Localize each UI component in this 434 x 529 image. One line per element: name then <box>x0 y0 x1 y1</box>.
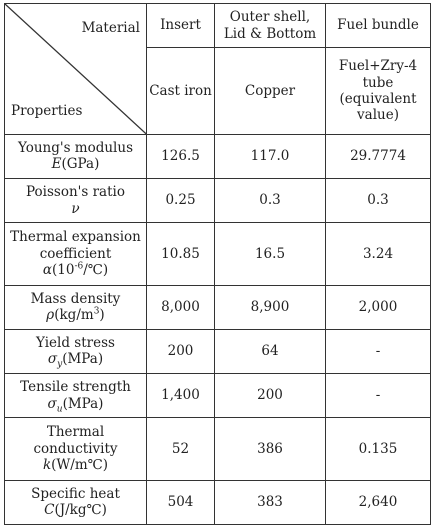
property-unit: (J/kg℃) <box>54 502 107 519</box>
property-symbol: σ <box>47 395 57 412</box>
value-cell: 52 <box>147 418 215 480</box>
property-symbol: α <box>42 262 52 279</box>
value-cell: 0.135 <box>326 418 431 480</box>
property-name: Mass density <box>30 290 121 307</box>
value-cell: 2,000 <box>326 285 431 329</box>
property-unit-prefix: (10 <box>51 262 75 279</box>
value-cell: 29.7774 <box>326 134 431 178</box>
property-cell <box>5 418 147 480</box>
properties-label: Properties <box>11 103 83 120</box>
value-cell: 0.25 <box>147 178 215 222</box>
value-cell: - <box>326 329 431 373</box>
property-cell <box>5 178 147 222</box>
property-cell <box>5 134 147 178</box>
value-cell: 1,400 <box>147 374 215 418</box>
property-name: Specific heat <box>31 485 120 502</box>
property-unit-suffix: /℃) <box>83 262 109 279</box>
property-unit-prefix: (kg/m <box>54 307 94 324</box>
property-name: Thermal conductivity <box>33 424 118 457</box>
value-cell: 383 <box>215 480 326 524</box>
value-cell: 0.3 <box>326 178 431 222</box>
column-header-outer-shell: Outer shell, Lid & Bottom <box>215 4 326 48</box>
material-fuel-bundle: Fuel+Zry-4 tube (equivalent value) <box>326 48 431 134</box>
material-insert: Cast iron <box>147 48 215 134</box>
property-name: Yield stress <box>36 334 115 351</box>
table-row <box>5 329 431 373</box>
header-row-1 <box>5 4 431 48</box>
property-name: Poisson's ratio <box>26 184 125 201</box>
property-symbol: ν <box>71 200 80 217</box>
property-symbol: ρ <box>46 307 55 324</box>
table-row <box>5 480 431 524</box>
property-cell <box>5 329 147 373</box>
value-cell: 386 <box>215 418 326 480</box>
value-cell: 200 <box>147 329 215 373</box>
table-row <box>5 134 431 178</box>
table-row <box>5 374 431 418</box>
property-unit: (MPa) <box>62 351 104 368</box>
table-row <box>5 178 431 222</box>
value-cell: 10.85 <box>147 223 215 285</box>
value-cell: 2,640 <box>326 480 431 524</box>
column-header-insert: Insert <box>147 4 215 48</box>
property-unit: (GPa) <box>61 156 100 173</box>
value-cell: 504 <box>147 480 215 524</box>
value-cell: 64 <box>215 329 326 373</box>
value-cell: 117.0 <box>215 134 326 178</box>
property-subscript: y <box>57 360 63 371</box>
value-cell: 16.5 <box>215 223 326 285</box>
property-unit-exponent: -6 <box>74 261 84 272</box>
table-row <box>5 223 431 285</box>
property-cell <box>5 223 147 285</box>
property-name: Thermal expansion coefficient <box>10 229 141 262</box>
property-unit: (MPa) <box>62 395 104 412</box>
material-outer-shell: Copper <box>215 48 326 134</box>
property-unit-exponent: 3 <box>93 306 100 317</box>
property-symbol: k <box>42 457 52 474</box>
material-properties-table <box>4 3 431 525</box>
table-row <box>5 285 431 329</box>
property-unit-suffix: ) <box>99 307 105 324</box>
value-cell: 8,000 <box>147 285 215 329</box>
property-symbol: σ <box>47 351 58 368</box>
table-row <box>5 418 431 480</box>
property-cell <box>5 480 147 524</box>
property-symbol: C <box>44 502 55 519</box>
value-cell: 200 <box>215 374 326 418</box>
value-cell: - <box>326 374 431 418</box>
value-cell: 8,900 <box>215 285 326 329</box>
diagonal-header-cell <box>5 4 147 135</box>
property-cell <box>5 374 147 418</box>
property-cell <box>5 285 147 329</box>
value-cell: 0.3 <box>215 178 326 222</box>
property-name: Tensile strength <box>20 379 131 396</box>
property-symbol: E <box>51 156 62 173</box>
value-cell: 3.24 <box>326 223 431 285</box>
column-header-fuel-bundle: Fuel bundle <box>326 4 431 48</box>
material-label: Material <box>81 20 140 36</box>
property-name: Young's modulus <box>17 139 134 156</box>
value-cell: 126.5 <box>147 134 215 178</box>
property-unit: (W/m℃) <box>51 457 109 474</box>
property-subscript: u <box>56 404 63 415</box>
